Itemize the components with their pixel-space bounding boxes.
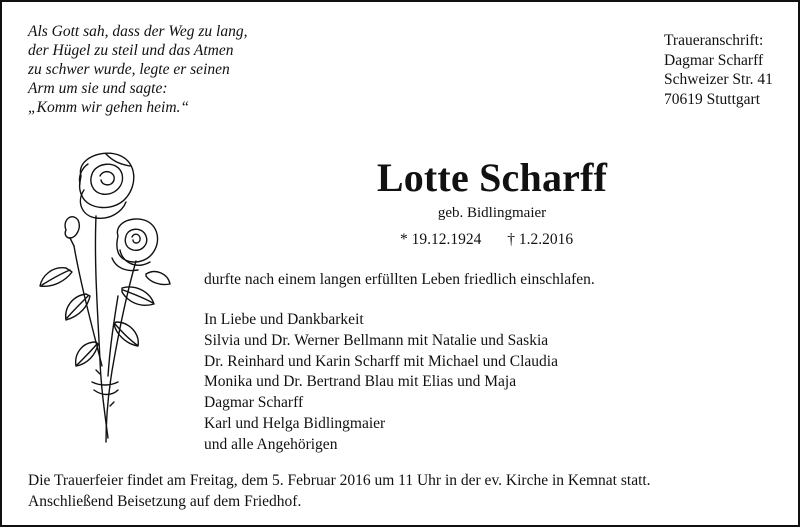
poem-line: Arm um sie und sagte: (28, 80, 168, 97)
death-date: † 1.2.2016 (507, 231, 574, 248)
mourner-line: In Liebe und Dankbarkeit (204, 311, 364, 328)
address-line: 70619 Stuttgart (664, 90, 761, 108)
poem-line: „Komm wir gehen heim.“ (28, 99, 190, 116)
address-line: Schweizer Str. 41 (664, 71, 773, 88)
funeral-info (28, 471, 651, 512)
life-dates (400, 230, 573, 249)
address-line: Traueranschrift: (664, 32, 764, 49)
birth-name: geb. Bidlingmaier (437, 205, 547, 221)
funeral-line: Die Trauerfeier findet am Freitag, dem 5. Februar 2016 um 11 Uhr in der ev. Kirche in Kemnat statt. (28, 472, 651, 489)
mourner-line: Karl und Helga Bidlingmaier (204, 414, 386, 432)
poem-line: zu schwer wurde, legte er seinen (28, 61, 230, 78)
mourner-line: Silvia und Dr. Werner Bellmann mit Natalie und Saskia (204, 331, 549, 349)
funeral-line: Anschließend Beisetzung auf dem Friedhof. (28, 492, 302, 510)
mourners-list (204, 310, 558, 456)
mourner-line: Monika und Dr. Bertrand Blau mit Elias und Maja (204, 373, 517, 391)
poem-line: der Hügel zu steil und das Atmen (28, 42, 234, 59)
mourning-address (664, 31, 773, 109)
mourner-line: Dagmar Scharff (204, 394, 304, 412)
poem (28, 22, 247, 117)
poem-line: Als Gott sah, dass der Weg zu lang, (28, 23, 248, 40)
deceased-name: Lotte Scharff (376, 155, 608, 200)
address-line: Dagmar Scharff (664, 51, 764, 69)
mourner-line: und alle Angehörigen (204, 435, 338, 453)
birth-date: * 19.12.1924 (400, 231, 482, 248)
passing-message: durfte nach einem langen erfüllten Leben friedlich einschlafen. (204, 271, 595, 288)
mourner-line: Dr. Reinhard und Karin Scharff mit Michael und Claudia (204, 352, 558, 370)
